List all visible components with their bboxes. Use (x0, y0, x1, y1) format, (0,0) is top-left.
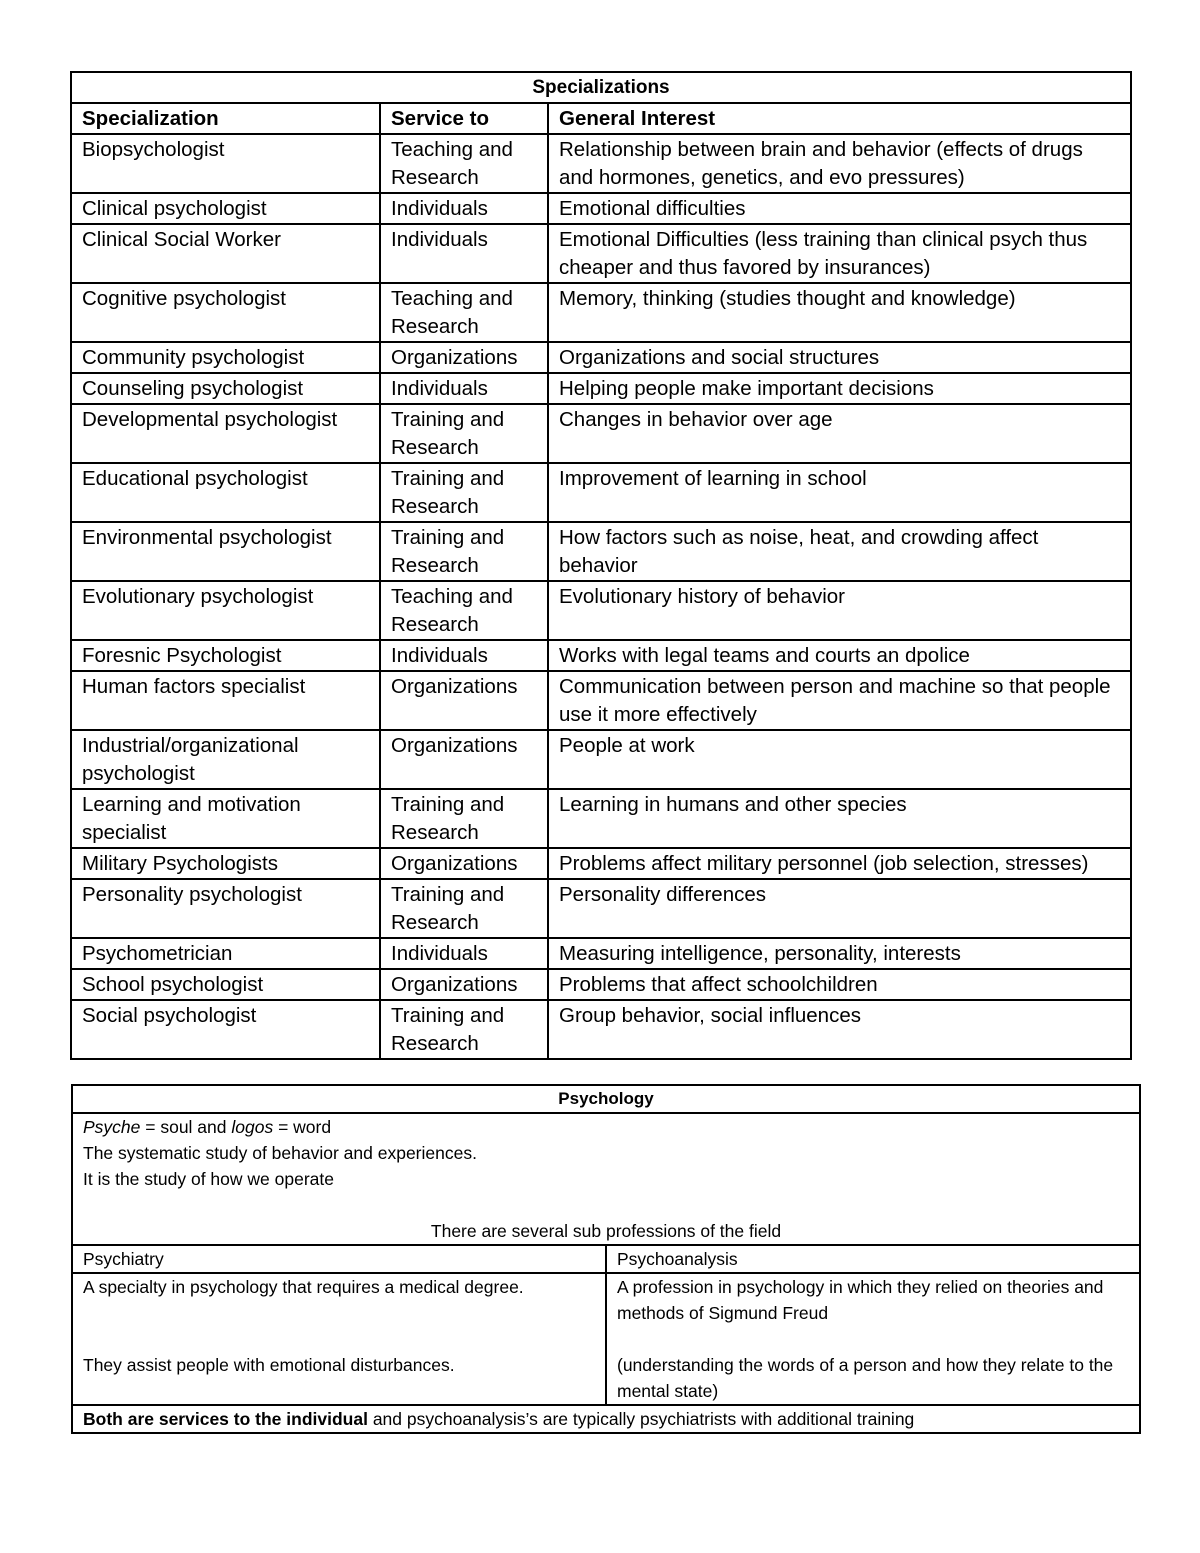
footer-rest-text: and psychoanalysis’s are typically psychiatrists with additional training (367, 1409, 915, 1429)
psychiatry-heading: Psychiatry (72, 1245, 606, 1273)
service-to-cell: Individuals (380, 193, 548, 224)
table-row (71, 134, 1131, 193)
table-row (71, 463, 1131, 522)
specialization-cell: Environmental psychologist (71, 522, 380, 581)
general-interest-cell: Emotional difficulties (548, 193, 1131, 224)
specialization-cell: Learning and motivation specialist (71, 789, 380, 848)
column-header-service-to: Service to (380, 103, 548, 134)
general-interest-cell: Changes in behavior over age (548, 404, 1131, 463)
general-interest-cell: Communication between person and machine so that people use it more effectively (548, 671, 1131, 730)
specialization-cell: Personality psychologist (71, 879, 380, 938)
general-interest-cell: Measuring intelligence, personality, interests (548, 938, 1131, 969)
general-interest-cell: Problems that affect schoolchildren (548, 969, 1131, 1000)
table-row (71, 969, 1131, 1000)
general-interest-cell: People at work (548, 730, 1131, 789)
service-to-cell: Training and Research (380, 879, 548, 938)
specialization-cell: Clinical Social Worker (71, 224, 380, 283)
psychoanalysis-text-1: A profession in psychology in which they relied on theories and methods of Sigmund Freud (617, 1277, 1104, 1323)
table-row (71, 848, 1131, 879)
service-to-cell: Organizations (380, 848, 548, 879)
specialization-cell: Military Psychologists (71, 848, 380, 879)
service-to-cell: Individuals (380, 640, 548, 671)
service-to-cell: Individuals (380, 373, 548, 404)
general-interest-cell: How factors such as noise, heat, and crowding affect behavior (548, 522, 1131, 581)
service-to-cell: Individuals (380, 938, 548, 969)
table-row (71, 193, 1131, 224)
specialization-cell: Developmental psychologist (71, 404, 380, 463)
table-row (71, 640, 1131, 671)
specialization-cell: Social psychologist (71, 1000, 380, 1059)
specialization-cell: Industrial/organizational psychologist (71, 730, 380, 789)
service-to-cell: Individuals (380, 224, 548, 283)
table-row (71, 730, 1131, 789)
specialization-cell: Human factors specialist (71, 671, 380, 730)
etymology-line (83, 1114, 1129, 1140)
psychology-definition: The systematic study of behavior and experiences. (83, 1143, 477, 1163)
table-row (71, 581, 1131, 640)
table-row (71, 404, 1131, 463)
etymology-term-psyche: Psyche (83, 1117, 141, 1137)
general-interest-cell: Group behavior, social influences (548, 1000, 1131, 1059)
specialization-cell: School psychologist (71, 969, 380, 1000)
general-interest-cell: Personality differences (548, 879, 1131, 938)
psychoanalysis-text-2: (understanding the words of a person and how they relate to the mental state) (617, 1355, 1114, 1401)
general-interest-cell: Organizations and social structures (548, 342, 1131, 373)
service-to-cell: Training and Research (380, 463, 548, 522)
specialization-cell: Cognitive psychologist (71, 283, 380, 342)
table-row (71, 1000, 1131, 1059)
psychiatry-text-1: A specialty in psychology that requires a medical degree. (83, 1277, 524, 1297)
service-to-cell: Teaching and Research (380, 134, 548, 193)
specialization-cell: Educational psychologist (71, 463, 380, 522)
table-row (71, 373, 1131, 404)
service-to-cell: Training and Research (380, 789, 548, 848)
general-interest-cell: Memory, thinking (studies thought and knowledge) (548, 283, 1131, 342)
general-interest-cell: Evolutionary history of behavior (548, 581, 1131, 640)
etymology-text-1: = soul and (140, 1117, 232, 1137)
service-to-cell: Teaching and Research (380, 283, 548, 342)
footer-bold-text: Both are services to the individual (83, 1409, 368, 1429)
table-row (71, 522, 1131, 581)
service-to-cell: Organizations (380, 969, 548, 1000)
general-interest-cell: Works with legal teams and courts an dpolice (548, 640, 1131, 671)
specialization-cell: Clinical psychologist (71, 193, 380, 224)
general-interest-cell: Learning in humans and other species (548, 789, 1131, 848)
service-to-cell: Organizations (380, 730, 548, 789)
service-to-cell: Organizations (380, 671, 548, 730)
general-interest-cell: Emotional Difficulties (less training than clinical psych thus cheaper and thus favored by insurances) (548, 224, 1131, 283)
subprofessions-note: There are several sub professions of the field (430, 1221, 782, 1241)
specialization-cell: Foresnic Psychologist (71, 640, 380, 671)
specialization-cell: Psychometrician (71, 938, 380, 969)
table-row (71, 283, 1131, 342)
column-header-specialization: Specialization (71, 103, 380, 134)
column-header-general-interest: General Interest (548, 103, 1131, 134)
table-row (71, 671, 1131, 730)
psychology-definition-2: It is the study of how we operate (83, 1169, 334, 1189)
service-to-cell: Training and Research (380, 1000, 548, 1059)
specialization-cell: Community psychologist (71, 342, 380, 373)
psychology-footer (72, 1405, 1140, 1433)
specializations-table (70, 71, 1132, 1060)
general-interest-cell: Relationship between brain and behavior (effects of drugs and hormones, genetics, and evo pressures) (548, 134, 1131, 193)
service-to-cell: Teaching and Research (380, 581, 548, 640)
service-to-cell: Organizations (380, 342, 548, 373)
table-row (71, 938, 1131, 969)
etymology-text-2: = word (273, 1117, 332, 1137)
etymology-term-logos: logos (231, 1117, 274, 1137)
specializations-body (71, 134, 1131, 1059)
service-to-cell: Training and Research (380, 404, 548, 463)
psychology-table (71, 1084, 1141, 1434)
specializations-title: Specializations (71, 72, 1131, 103)
table-row (71, 342, 1131, 373)
table-row (71, 224, 1131, 283)
table-row (71, 789, 1131, 848)
psychiatry-description (72, 1273, 606, 1405)
specialization-cell: Evolutionary psychologist (71, 581, 380, 640)
specialization-cell: Biopsychologist (71, 134, 380, 193)
general-interest-cell: Improvement of learning in school (548, 463, 1131, 522)
general-interest-cell: Helping people make important decisions (548, 373, 1131, 404)
table-row (71, 879, 1131, 938)
general-interest-cell: Problems affect military personnel (job selection, stresses) (548, 848, 1131, 879)
psychology-intro-cell (72, 1113, 1140, 1245)
service-to-cell: Training and Research (380, 522, 548, 581)
specialization-cell: Counseling psychologist (71, 373, 380, 404)
specializations-header-row (71, 103, 1131, 134)
psychoanalysis-description (606, 1273, 1140, 1405)
psychiatry-text-2: They assist people with emotional disturbances. (83, 1355, 455, 1375)
psychology-title: Psychology (72, 1085, 1140, 1113)
psychoanalysis-heading: Psychoanalysis (606, 1245, 1140, 1273)
